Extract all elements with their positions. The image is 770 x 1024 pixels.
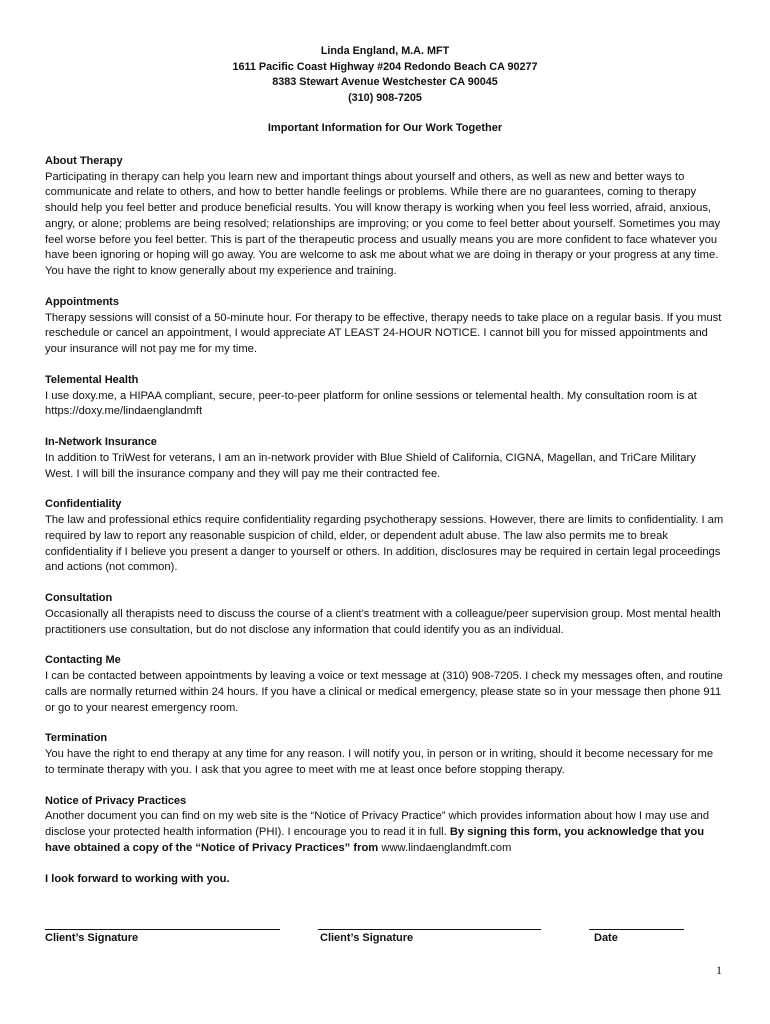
page-number: 1: [716, 963, 722, 977]
client-signature-block-2: [318, 917, 541, 944]
section-about-therapy: [45, 154, 725, 280]
date-label: Date: [594, 932, 618, 944]
therapist-name: Linda England, M.A. MFT: [320, 45, 450, 57]
section-body: I use doxy.me, a HIPAA compliant, secure, peer-to-peer platform for online sessions or telemental health. My consultation room is at https://doxy.me/lindaenglandmft: [45, 389, 697, 418]
privacy-text: Another document you can find on my web site is the “Notice of Privacy Practice” which provides information about how I may use and disclose your protected health information (PHI). I encourage you to read it in full.: [45, 810, 710, 839]
section-termination: [45, 731, 725, 778]
privacy-acknowledgement: By signing this form, you acknowledge that you have obtained a copy of the “Notice of Privacy Practices” from: [45, 826, 705, 854]
section-body: The law and professional ethics require confidentiality regarding psychotherapy sessions. However, there are limits to confidentiality. I am required by law to report any reasonable suspicion of child, elder, or dependent adult abuse. The law also permits me to break confidentiality if I believe you present a danger to yourself or others. In addition, disclosures may be required in certain legal proceedings and actions (not common).: [45, 514, 724, 574]
signature-area: [45, 917, 725, 951]
section-body: In addition to TriWest for veterans, I am an in-network provider with Blue Shield of California, CIGNA, Magellan, and TriCare Military West. I will bill the insurance company and they will pay me their contracted fee.: [45, 451, 696, 480]
section-title: Telemental Health: [45, 373, 139, 386]
section-consultation: [45, 591, 725, 638]
section-body: I can be contacted between appointments by leaving a voice or text message at (310) 908-7205. I check my messages often, and routine calls are normally returned within 24 hours. If you have a clinical or medical emergency, please state so in your message then phone 911 or go to your nearest emergency room.: [45, 670, 723, 714]
date-block: [589, 917, 684, 944]
section-contacting-me: [45, 653, 725, 716]
section-telemental-health: [45, 373, 725, 420]
letterhead: [45, 44, 725, 106]
section-body: Therapy sessions will consist of a 50-minute hour. For therapy to be effective, therapy needs to take place on a regular basis. If you must reschedule or cancel an appointment, I would appreciate AT LEAST 24-HOUR NOTICE. I cannot bill you for missed appointments and your insurance will not pay me for my time.: [45, 311, 722, 355]
section-body: You have the right to end therapy at any time for any reason. I will notify you, in person or in writing, should it become necessary for me to terminate therapy with you. I ask that you agree to meet with me at least once before stopping therapy.: [45, 748, 714, 776]
section-body: [45, 809, 725, 856]
section-appointments: [45, 295, 725, 358]
section-privacy-practices: [45, 794, 725, 857]
section-body: Occasionally all therapists need to discuss the course of a client’s treatment with a colleague/peer supervision group. Most mental health practitioners use consultation, but do not disclose any information that could identify you as an individual.: [45, 607, 721, 636]
section-title: In-Network Insurance: [45, 436, 157, 449]
signature-label: Client’s Signature: [320, 932, 414, 944]
section-title: Termination: [45, 732, 108, 745]
section-title: Appointments: [45, 295, 119, 308]
section-title: Consultation: [45, 592, 113, 605]
document-title: Important Information for Our Work Together: [267, 122, 503, 135]
document-page: [45, 44, 725, 887]
client-signature-block-1: [45, 917, 280, 944]
signature-line[interactable]: [45, 917, 280, 930]
phone-number: (310) 908-7205: [348, 91, 422, 104]
date-line[interactable]: [589, 917, 684, 930]
website-url: www.lindaenglandmft.com: [378, 841, 512, 854]
closing-statement: I look forward to working with you.: [45, 872, 230, 885]
address-line-2: 8383 Stewart Avenue Westchester CA 90045: [272, 76, 498, 89]
section-title: About Therapy: [45, 155, 123, 168]
section-confidentiality: [45, 497, 725, 576]
section-title: Contacting Me: [45, 654, 121, 667]
signature-line[interactable]: [318, 917, 541, 930]
address-line-1: 1611 Pacific Coast Highway #204 Redondo Beach CA 90277: [232, 60, 538, 73]
section-title: Notice of Privacy Practices: [45, 794, 187, 807]
section-in-network-insurance: [45, 435, 725, 482]
section-body: Participating in therapy can help you learn new and important things about yourself and others, as well as new and better ways to communicate and relate to others, and how to better handle feelings or problems. While there are no guarantees, coming to therapy should help you feel better and produce beneficial results. You will know therapy is working when you feel less worried, afraid, anxious, angry, or alone; problems are being resolved; relationships are improving; or you come to feel better about yourself. Sometimes you may feel worse before you feel better. This is part of the therapeutic process and usually means you are more confident to face whatever you have been ignoring or hoping will go away. You are welcome to ask me about what we are doing in therapy or your progress at any time. You have the right to know generally about my experience and training.: [45, 170, 721, 277]
signature-label: Client’s Signature: [45, 932, 139, 944]
section-title: Confidentiality: [45, 498, 122, 511]
